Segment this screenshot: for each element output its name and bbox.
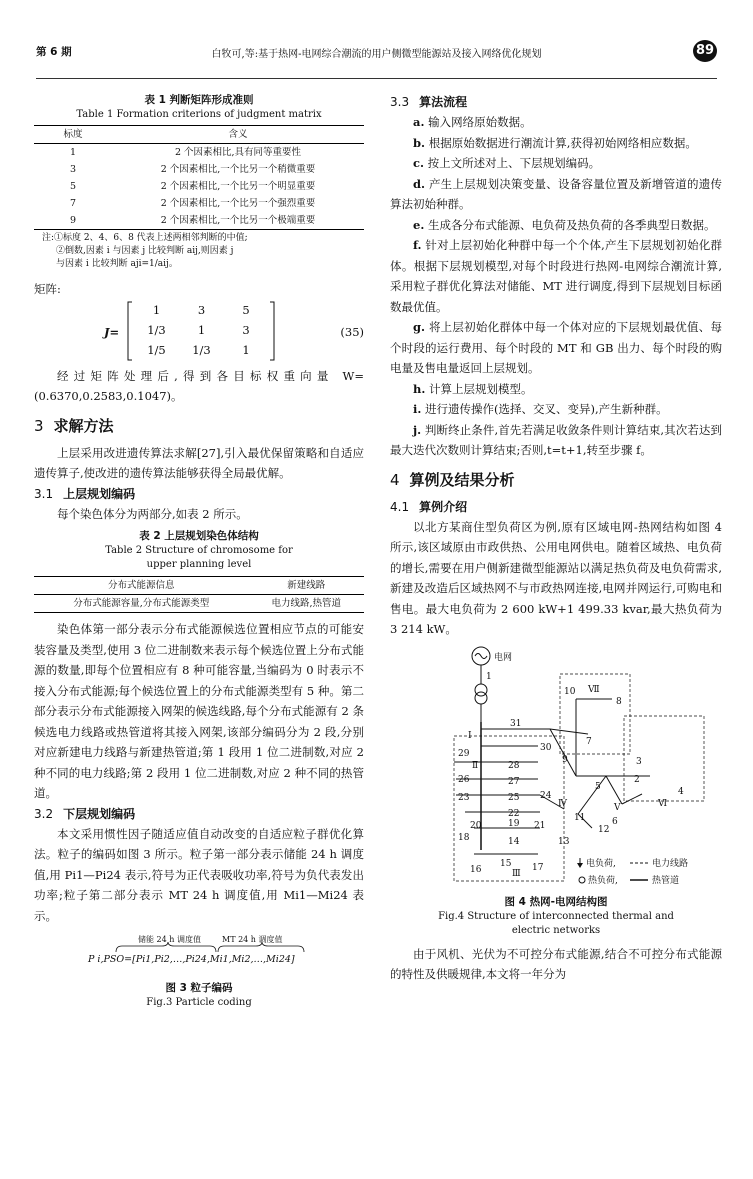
table-cell: 分布式能源容量,分布式能源类型 (73, 598, 210, 609)
step-text: 计算上层规划模型。 (429, 381, 533, 396)
step-text: 针对上层初始化种群中每一个个体,产生下层规划初始化群体。根据下层规划模型,对每个时段进行热网-电网综合潮流计算,采用粒子群优化算法对储能、MT 进行调度,得到下层规划目标函数最优值。 (390, 238, 722, 314)
subsection32-title: 下层规划编码 (63, 806, 136, 821)
step-key: i. (413, 402, 422, 416)
step-d (390, 174, 722, 215)
subsection41-paragraph: 以北方某商住型负荷区为例,原有区域电网-热网结构如图 4 所示,该区域原由市政供热、公用电网供电。随着区域热、电负荷的增长,需要在用户侧新建微型能源站以满足热负荷及电负荷需求,新建及改造后区域热网不与市政热网连接,电网并网运行,可购电和售电。最大电负荷为 2 600 kW+1 499.33 kvar,最大热负荷为 3 214 kW。 (390, 519, 722, 636)
figure4-caption-en: Fig.4 Structure of interconnected thermal and electric networks (438, 910, 674, 936)
subsection32-number: 3.2 (34, 806, 54, 821)
table1-caption-en: Table 1 Formation criterions of judgment matrix (76, 109, 322, 120)
table1-header-meaning: 含义 (228, 129, 248, 140)
fig4-node: 25 (508, 792, 520, 803)
fig3-formula-text: P i,PSO=[Pi1,Pi2,…,Pi24,Mi1,Mi2,…,Mi24] (88, 954, 295, 965)
table-cell: 1 (69, 147, 77, 158)
legend-heat-pipe: 热管道 (652, 875, 680, 886)
table-row (34, 144, 364, 162)
fig4-node: 9 (562, 754, 568, 765)
subsection31-paragraph2: 染色体第一部分表示分布式能源候选位置相应节点的可能安装容量及类型,使用 3 位二进制数来表示每个候选位置上分布式能源的数量,即每个位置相应有 8 种可能容量,当编码为 0 时表示不接入分布式能源;每个候选位置上的分布式能源类型有 5 种。第二部分表示分布式能源接入网架的候选线路,每个分布式能源有 2 条候选电力线路或热管道将其接入网架,该部分编码分为 2 段,分别对应新建电力线路与新建热管道;第 1 段用 1 位二进制数,对应 2 种不同的电力线路;第 2 段用 1 位二进制数,对应 2 种不同的热管道。 (34, 622, 364, 800)
table-cell: 2 个因素相比,一个比另一个明显重要 (160, 181, 316, 192)
fig4-node: Ⅶ (588, 684, 600, 695)
subsection31-heading (34, 484, 364, 504)
fig4-node: 2 (634, 774, 640, 785)
figure3-formula (34, 930, 364, 980)
section4-number: 4 (390, 470, 400, 489)
step-key: e. (413, 217, 425, 232)
step-f (390, 235, 722, 317)
subsection33-title: 算法流程 (419, 95, 468, 109)
matrix-body (134, 300, 268, 360)
step-text: 输入网络原始数据。 (428, 115, 532, 129)
table-row (34, 595, 364, 613)
matrix-row (134, 320, 268, 340)
fig4-node: 30 (540, 742, 552, 753)
fig4-node: 7 (586, 736, 592, 747)
table2-header-line: 新建线路 (287, 580, 326, 591)
step-text: 生成各分布式能源、电负荷及热负荷的各季典型日数据。 (427, 217, 716, 232)
subsection33-heading (390, 92, 722, 112)
matrix-cell: 1/3 (147, 322, 166, 337)
step-e (390, 215, 722, 236)
step-key: g. (413, 320, 426, 334)
step-g (390, 317, 722, 379)
subsection33-number: 3.3 (390, 95, 410, 109)
table-row (34, 161, 364, 178)
fig4-node: Ⅱ (472, 760, 479, 771)
subsection31-title: 上层规划编码 (63, 486, 136, 501)
fig4-node: 13 (558, 836, 570, 847)
section3-paragraph: 上层采用改进遗传算法求解[27],引入最优保留策略和自适应遗传算子,使改进的遗传算法能够获得全局最优解。 (34, 445, 364, 480)
header-rule (36, 78, 717, 79)
matrix-cell: 1/5 (147, 342, 166, 357)
section4-title: 算例及结果分析 (409, 470, 515, 489)
matrix-label: J= (104, 324, 120, 339)
table-cell: 2 个因素相比,一个比另一个稍微重要 (160, 164, 316, 175)
table1-note (34, 232, 364, 271)
fig4-node: 19 (508, 818, 520, 829)
page-header (36, 42, 717, 64)
fig4-node: Ⅰ (468, 730, 472, 741)
issue-label: 第 6 期 (36, 46, 72, 58)
fig4-node: 20 (470, 820, 482, 831)
fig4-node: 5 (595, 781, 601, 792)
table-cell: 7 (69, 198, 77, 209)
fig4-node: 29 (458, 748, 470, 759)
matrix-cell: 1 (242, 342, 250, 357)
step-text: 根据原始数据进行潮流计算,获得初始网络相应数据。 (428, 135, 697, 150)
fig4-node: 28 (508, 760, 520, 771)
step-a (390, 112, 722, 133)
fig4-node: 14 (508, 836, 520, 847)
table2-caption-cn: 表 2 上层规划染色体结构 (139, 530, 259, 542)
running-title: 白牧可,等:基于热网-电网综合潮流的用户侧微型能源站及接入网络优化规划 (211, 49, 542, 60)
fig4-node: 3 (636, 756, 642, 767)
fig4-node: 16 (470, 864, 482, 875)
fig4-grid-label: 电网 (494, 652, 513, 663)
section3-number: 3 (34, 416, 44, 435)
fig4-node: 17 (532, 862, 544, 873)
matrix-row (134, 340, 268, 360)
fig4-node: 26 (458, 774, 470, 785)
figure4-caption-cn: 图 4 热网-电网结构图 (504, 895, 608, 908)
matrix-intro: 矩阵: (34, 282, 61, 296)
table2-caption-en: Table 2 Structure of chromosome for upper planning level (105, 545, 293, 570)
matrix-equation (34, 300, 364, 364)
matrix-cell: 1 (197, 322, 206, 337)
step-i (390, 399, 722, 420)
fig4-node: 22 (508, 808, 520, 819)
step-text: 判断终止条件,首先若满足收敛条件则计算结束,其次若达到最大迭代次数则计算结束;否则,t=t+1,转至步骤 f。 (390, 422, 723, 457)
table-row (34, 195, 364, 212)
section4-heading (390, 469, 722, 491)
table-cell: 9 (69, 215, 77, 226)
fig4-node: 11 (574, 812, 586, 823)
fig4-node: 8 (616, 696, 622, 707)
table-cell: 5 (69, 181, 77, 192)
fig4-node: Ⅴ (614, 802, 621, 813)
heat-load-icon (579, 877, 585, 883)
step-key: b. (413, 135, 426, 150)
table-cell: 2 个因素相比,一个比另一个极端重要 (160, 215, 316, 226)
fig4-structure (454, 647, 704, 881)
step-text: 按上文所述对上、下层规划编码。 (427, 156, 601, 170)
ac-wave-icon (475, 653, 487, 658)
step-text: 进行遗传操作(选择、交叉、变异),产生新种群。 (425, 402, 668, 416)
fig4-node: 4 (678, 786, 684, 797)
legend-elec-line: 电力线路 (652, 858, 689, 869)
fig4-node: Ⅲ (512, 868, 521, 879)
figure4-network-diagram (390, 644, 722, 894)
fig4-labels (458, 651, 684, 879)
fig4-node: 10 (564, 686, 576, 697)
matrix-row (134, 300, 268, 320)
fig4-node: 15 (500, 858, 512, 869)
subsection41-title: 算例介绍 (419, 499, 468, 514)
table-row (34, 212, 364, 230)
figure3-caption-en: Fig.3 Particle coding (146, 997, 252, 1008)
step-text: 产生上层规划决策变量、设备容量位置及新增管道的遗传算法初始种群。 (390, 176, 722, 211)
step-key: j. (413, 422, 422, 437)
table-cell: 2 个因素相比,具有同等重要性 (174, 147, 302, 158)
equation-number: (35) (340, 324, 364, 339)
section3-title: 求解方法 (53, 416, 114, 435)
fig4-node: Ⅵ (658, 798, 668, 809)
table1 (34, 125, 364, 230)
matrix-cell: 5 (242, 302, 250, 317)
subsection31-number: 3.1 (34, 486, 54, 501)
table-cell: 电力线路,热管道 (271, 598, 342, 609)
elec-load-arrowhead-icon (577, 863, 583, 868)
legend-elec-load: 电负荷, (586, 858, 616, 869)
step-j (390, 420, 722, 461)
step-key: c. (413, 156, 425, 170)
step-c (390, 153, 722, 174)
matrix-cell: 3 (197, 302, 206, 317)
weights-paragraph: 经过矩阵处理后,得到各目标权重向量 W=(0.6370,0.2583,0.1047)。 (34, 368, 364, 403)
left-column (34, 92, 364, 1010)
fig4-node: 27 (508, 776, 520, 787)
subsection32-paragraph: 本文采用惯性因子随适应值自动改变的自适应粒子群优化算法。粒子的编码如图 3 所示。粒子第一部分表示储能 24 h 调度值,用 Pi1—Pi24 表示,符号为正代表吸收功率,符号为负代表发出功率;粒子第二部分表示 MT 24 h 调度值,用 Mi1—Mi24 表示。 (34, 826, 364, 923)
fig4-node: 21 (534, 820, 546, 831)
table2 (34, 576, 364, 613)
subsection41-number: 4.1 (390, 499, 410, 514)
subsection41-heading (390, 497, 722, 517)
step-key: a. (413, 115, 425, 129)
legend-heat-load: 热负荷, (588, 875, 618, 886)
final-paragraph: 由于风机、光伏为不可控分布式能源,结合不可控分布式能源的特性及供暖规律,本文将一年分为 (390, 946, 722, 981)
step-text: 将上层初始化群体中每一个体对应的下层规划最优值、每个时段的运行费用、每个时段的 MT 和 GB 出力、每个时段的购电量及售电量返回上层规划。 (390, 320, 722, 375)
subsection31-paragraph1: 每个染色体分为两部分,如表 2 所示。 (57, 506, 248, 521)
fig3-brace-label-storage: 储能 24 h 调度值 (138, 935, 201, 944)
fig4-node: Ⅳ (558, 798, 567, 809)
table1-header-scale: 标度 (63, 129, 83, 140)
step-key: d. (413, 176, 426, 191)
table1-caption-cn: 表 1 判断矩阵形成准则 (144, 94, 254, 106)
fig4-node: 31 (510, 718, 522, 729)
page-number-badge: 89 (693, 40, 717, 62)
table1-note-line1: 注:①标度 2、4、6、8 代表上述两相邻判断的中值; (42, 233, 248, 243)
table1-note-line2: ②倒数,因素 i 与因素 j 比较判断 aij,则因素 j (56, 246, 234, 256)
matrix-cell: 1 (152, 302, 161, 317)
step-h (390, 379, 722, 400)
table-cell: 2 个因素相比,一个比另一个强烈重要 (160, 198, 316, 209)
matrix-cell: 1/3 (192, 342, 211, 357)
step-b (390, 133, 722, 154)
figure3-caption-cn: 图 3 粒子编码 (165, 982, 233, 994)
table1-note-line3: 与因素 i 比较判断 aji=1/aij。 (56, 259, 178, 269)
step-key: f. (413, 238, 422, 252)
fig4-node: 12 (598, 824, 610, 835)
fig4-node: 6 (612, 816, 618, 827)
fig4-node: 18 (458, 832, 470, 843)
table2-header-der: 分布式能源信息 (108, 580, 175, 591)
fig4-node: 1 (486, 671, 492, 682)
table-cell: 3 (69, 164, 77, 175)
step-key: h. (413, 381, 426, 396)
section3-heading (34, 415, 364, 437)
subsection32-heading (34, 804, 364, 824)
matrix-cell: 3 (242, 322, 250, 337)
fig4-node: 24 (540, 790, 552, 801)
right-column (390, 92, 722, 985)
fig4-node: 23 (458, 792, 470, 803)
table-row (34, 178, 364, 195)
fig4-legend (577, 857, 688, 886)
fig3-brace-label-mt: MT 24 h 调度值 (222, 935, 283, 944)
